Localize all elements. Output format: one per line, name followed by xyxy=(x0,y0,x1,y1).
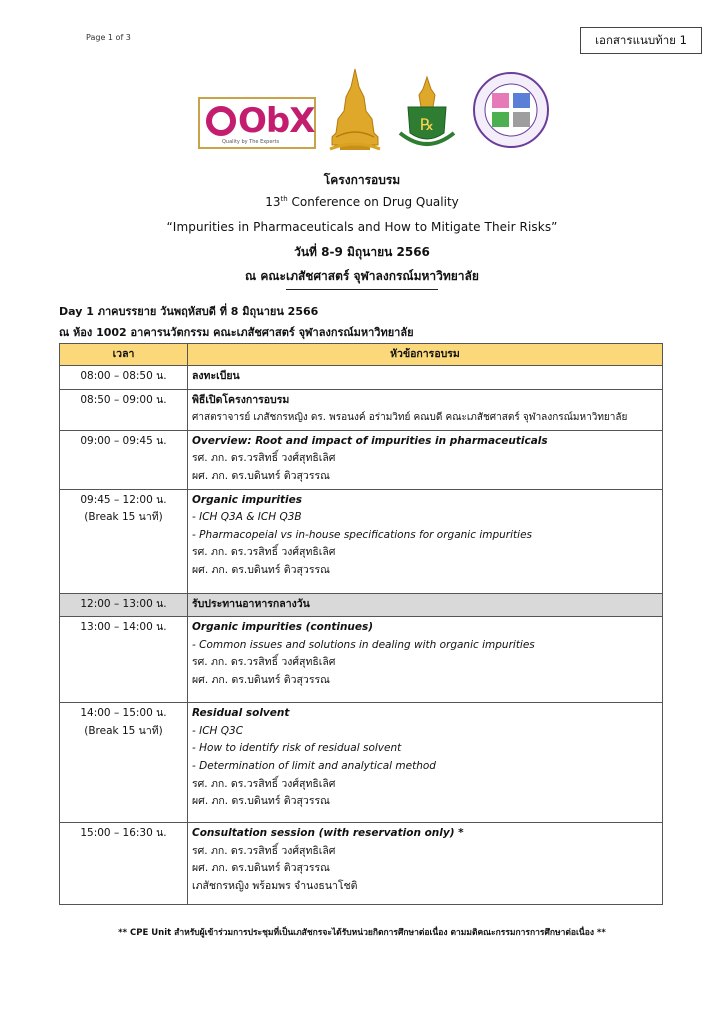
row-time xyxy=(60,489,188,593)
topic-title: Overview: Root and impact of impurities in pharmaceuticals xyxy=(192,434,548,447)
time-range: 09:45 – 12:00 น. xyxy=(80,493,167,506)
topic-subitem: - ICH Q3C xyxy=(192,724,244,737)
table-row xyxy=(60,703,663,823)
conference-title xyxy=(0,195,724,209)
row-time: 12:00 – 13:00 น. xyxy=(60,593,188,617)
table-row xyxy=(60,430,663,489)
page-number: Page 1 of 3 xyxy=(86,33,131,42)
title-divider xyxy=(286,289,438,290)
row-time xyxy=(60,703,188,823)
table-row xyxy=(60,823,663,905)
event-venue: ณ คณะเภสัชศาสตร์ จุฬาลงกรณ์มหาวิทยาลัย xyxy=(245,269,479,283)
row-time: 09:00 – 09:45 น. xyxy=(60,430,188,489)
speaker: เภสัชกรหญิง พร้อมพร จำนงธนาโชติ xyxy=(192,879,358,892)
obx-logo-text: ObX xyxy=(238,101,315,141)
row-time: 15:00 – 16:30 น. xyxy=(60,823,188,905)
conference-ordinal: th xyxy=(280,195,288,203)
row-time: 08:50 – 09:00 น. xyxy=(60,389,188,430)
row-topic xyxy=(188,430,663,489)
row-topic xyxy=(188,823,663,905)
topic-subitem: - Common issues and solutions in dealing with organic impurities xyxy=(192,638,535,651)
topic-title: Residual solvent xyxy=(192,707,290,720)
row-topic xyxy=(188,389,663,430)
obx-logo-tagline: Quality by The Experts xyxy=(222,139,280,145)
program-title: โครงการอบรม xyxy=(323,173,401,187)
topic-title: พิธีเปิดโครงการอบรม xyxy=(192,393,290,406)
topic-title: Organic impurities (continues) xyxy=(192,621,374,634)
topic-detail: ศาสตราจารย์ เภสัชกรหญิง ดร. พรอนงค์ อร่ามวิทย์ คณบดี คณะเภสัชศาสตร์ จุฬาลงกรณ์มหาวิทยาลัย xyxy=(192,412,628,424)
cpe-footer-note: ** CPE Unit สำหรับผู้เข้าร่วมการประชุมที่เป็นเภสัชกรจะได้รับหน่วยกิตการศึกษาต่อเนื่อง ตามมติคณะกรรมการการศึกษาต่อเนื่อง ** xyxy=(118,928,606,938)
day-location: ณ ห้อง 1002 อาคารนวัตกรรม คณะเภสัชศาสตร์ จุฬาลงกรณ์มหาวิทยาลัย xyxy=(59,326,414,339)
chula-university-emblem-icon xyxy=(326,67,384,151)
header-topic: หัวข้อการอบรม xyxy=(188,344,663,366)
attachment-label-box: เอกสารแนบท้าย 1 xyxy=(580,27,702,54)
topic-subitem: - Determination of limit and analytical method xyxy=(192,759,436,772)
table-row xyxy=(60,366,663,390)
speaker: ผศ. ภก. ดร.บดินทร์ ติวสุวรรณ xyxy=(192,469,330,482)
schedule-table xyxy=(59,343,663,905)
row-topic xyxy=(188,703,663,823)
schedule-header-row xyxy=(60,344,663,366)
row-topic xyxy=(188,593,663,617)
conference-number: 13 xyxy=(265,195,281,209)
topic-subitem: - Pharmacopeial vs in-house specifications for organic impurities xyxy=(192,528,532,541)
topic-title: รับประทานอาหารกลางวัน xyxy=(192,597,310,610)
obx-logo xyxy=(198,97,316,149)
speaker: ผศ. ภก. ดร.บดินทร์ ติวสุวรรณ xyxy=(192,795,330,808)
header-time: เวลา xyxy=(60,344,188,366)
pharma-technology-service-center-seal-icon xyxy=(472,71,550,149)
break-note: (Break 15 นาที) xyxy=(84,511,163,524)
obx-ring-icon xyxy=(206,106,236,136)
table-row xyxy=(60,489,663,593)
speaker: รศ. ภก. ดร.วรสิทธิ์ วงศ์สุทธิเลิศ xyxy=(192,656,336,669)
row-topic xyxy=(188,489,663,593)
conference-theme: “Impurities in Pharmaceuticals and How to Mitigate Their Risks” xyxy=(166,220,558,234)
speaker: รศ. ภก. ดร.วรสิทธิ์ วงศ์สุทธิเลิศ xyxy=(192,777,336,790)
time-range: 14:00 – 15:00 น. xyxy=(80,707,167,720)
row-time: 08:00 – 08:50 น. xyxy=(60,366,188,390)
table-row xyxy=(60,389,663,430)
topic-title: Organic impurities xyxy=(192,493,302,506)
speaker: รศ. ภก. ดร.วรสิทธิ์ วงศ์สุทธิเลิศ xyxy=(192,452,336,465)
break-note: (Break 15 นาที) xyxy=(84,724,163,737)
topic-title: ลงทะเบียน xyxy=(192,370,240,382)
speaker: ผศ. ภก. ดร.บดินทร์ ติวสุวรรณ xyxy=(192,862,330,875)
row-topic xyxy=(188,617,663,703)
svg-text:℞: ℞ xyxy=(419,115,435,134)
event-date: วันที่ 8-9 มิถุนายน 2566 xyxy=(294,245,430,259)
row-topic xyxy=(188,366,663,390)
table-row xyxy=(60,617,663,703)
day-heading: Day 1 ภาคบรรยาย วันพฤหัสบดี ที่ 8 มิถุนายน 2566 xyxy=(59,305,319,318)
speaker: รศ. ภก. ดร.วรสิทธิ์ วงศ์สุทธิเลิศ xyxy=(192,546,336,559)
speaker: ผศ. ภก. ดร.บดินทร์ ติวสุวรรณ xyxy=(192,563,330,576)
speaker: ผศ. ภก. ดร.บดินทร์ ติวสุวรรณ xyxy=(192,673,330,686)
logo-strip xyxy=(196,65,556,155)
topic-subitem: - How to identify risk of residual solvent xyxy=(192,742,402,755)
speaker: รศ. ภก. ดร.วรสิทธิ์ วงศ์สุทธิเลิศ xyxy=(192,844,336,857)
table-row-lunch xyxy=(60,593,663,617)
pharmacy-faculty-emblem-icon xyxy=(394,75,460,151)
row-time: 13:00 – 14:00 น. xyxy=(60,617,188,703)
topic-title: Consultation session (with reservation only) * xyxy=(192,827,464,840)
topic-subitem: - ICH Q3A & ICH Q3B xyxy=(192,511,302,524)
conference-name: Conference on Drug Quality xyxy=(287,195,459,209)
